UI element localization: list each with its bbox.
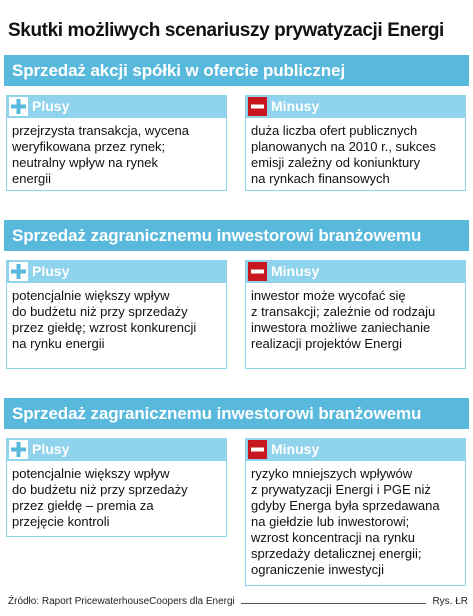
pros-column [6,95,227,191]
cons-text [245,461,466,586]
cons-header [245,438,466,461]
credit-note: Rys. ŁR [432,596,468,607]
cons-label: Minusy [271,98,320,114]
text-line: wzrost koncentracji na rynku [251,530,416,545]
text-line: gdyby Energa była sprzedawana [251,498,440,513]
plus-icon [9,262,28,281]
source-note: Źródło: Raport PricewaterhouseCoopers dla Energi [8,596,235,607]
minus-icon [248,440,267,459]
pros-header [6,438,227,461]
text-line: do budżetu niż przy sprzedaży [12,482,188,497]
text-line: przez giełdę; wzrost konkurencji [12,320,197,335]
cons-text [245,283,466,369]
cons-column [245,95,466,191]
text-line: energii [12,171,52,186]
text-line: potencjalnie większy wpływ [12,288,170,303]
pros-header [6,95,227,118]
text-line: inwestor może wycofać się [251,288,406,303]
section-public-offering [4,55,469,191]
text-line: przejrzysta transakcja, wycena [12,123,190,138]
text-line: na rynku energii [12,336,105,351]
text-line: realizacji projektów Energi [251,336,403,351]
section-heading: Sprzedaż akcji spółki w ofercie publicznej [4,55,469,86]
text-line: przez giełdę – premia za [12,498,154,513]
text-line: ryzyko mniejszych wpływów [251,466,413,481]
text-line: planowanych na 2010 r., sukces [251,139,437,154]
page-title: Skutki możliwych scenariuszy prywatyzacji Energi [8,20,444,41]
cons-column [245,260,466,369]
plus-icon [9,440,28,459]
cons-header [245,95,466,118]
section-heading: Sprzedaż zagranicznemu inwestorowi branżowemu [4,220,469,251]
section-foreign-investor [4,220,469,370]
text-line: duża liczba ofert publicznych [251,123,418,138]
pros-label: Plusy [32,263,70,279]
pros-column [6,260,227,369]
text-line: przejęcie kontroli [12,514,110,529]
text-line: sprzedaży detalicznej energii; [251,546,422,561]
text-line: neutralny wpływ na rynek [12,155,158,170]
pros-label: Plusy [32,98,70,114]
pros-column [6,438,227,537]
pros-header [6,260,227,283]
text-line: weryfikowana przez rynek; [12,139,166,154]
plus-icon [9,97,28,116]
text-line: z prywatyzacji Energi i PGE niż [251,482,431,497]
section-heading: Sprzedaż zagranicznemu inwestorowi branżowemu [4,398,469,429]
footer-rule [241,603,427,604]
text-line: do budżetu niż przy sprzedaży [12,304,188,319]
pros-label: Plusy [32,441,70,457]
minus-icon [248,262,267,281]
text-line: z transakcji; zależnie od rodzaju [251,304,436,319]
pros-cons-columns [4,260,469,370]
cons-column [245,438,466,586]
text-line: na rynkach finansowych [251,171,390,186]
section-foreign-investor-2 [4,398,469,588]
pros-text [6,118,227,191]
pros-text [6,461,227,537]
text-line: emisji zależny od koniunktury [251,155,421,170]
pros-cons-columns [4,438,469,588]
cons-header [245,260,466,283]
cons-label: Minusy [271,441,320,457]
minus-icon [248,97,267,116]
text-line: na giełdzie lub inwestorowi; [251,514,410,529]
text-line: potencjalnie większy wpływ [12,466,170,481]
cons-text [245,118,466,191]
cons-label: Minusy [271,263,320,279]
pros-cons-columns [4,95,469,191]
pros-text [6,283,227,369]
text-line: ograniczenie inwestycji [251,562,384,577]
text-line: inwestora możliwe zaniechanie [251,320,431,335]
footer [8,596,468,607]
